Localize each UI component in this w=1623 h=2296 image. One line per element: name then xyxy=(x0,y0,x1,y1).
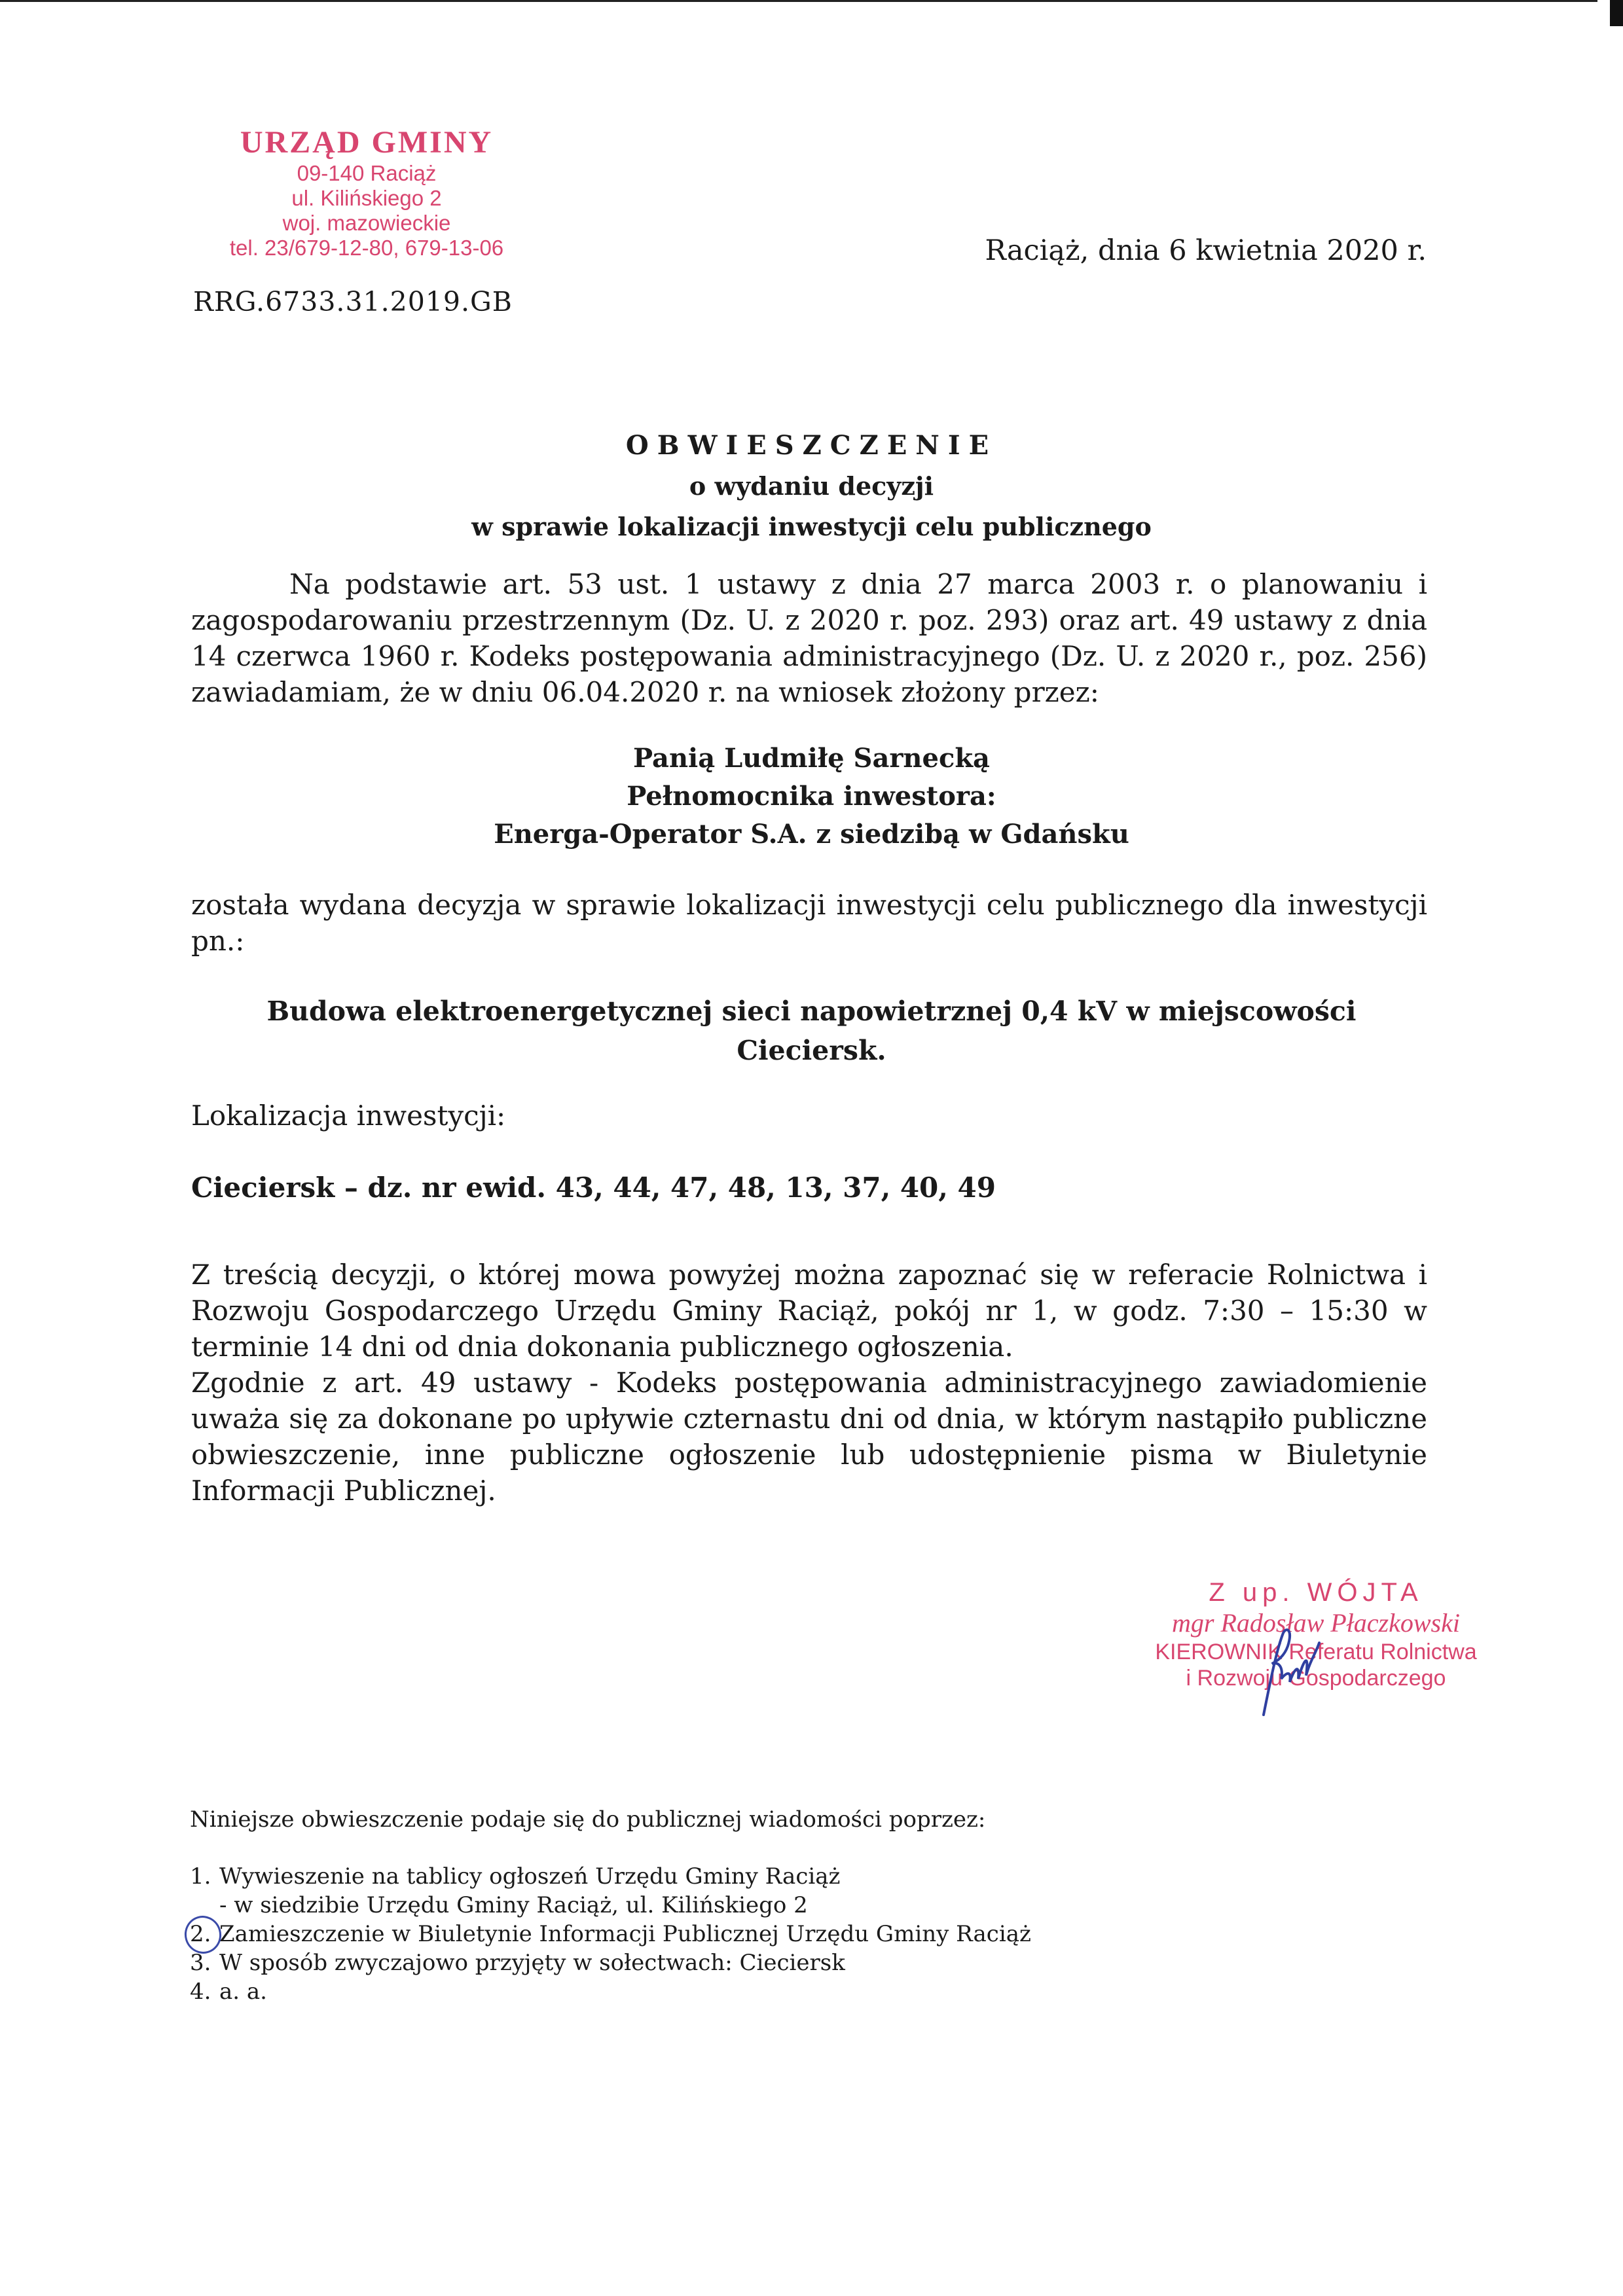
footer-intro: Niniejsze obwieszczenie podaje się do publicznej wiadomości poprzez: xyxy=(190,1806,986,1833)
applicant-block xyxy=(0,740,1623,853)
list-item xyxy=(190,1977,1031,2006)
paragraph-access: Z treścią decyzji, o której mowa powyżej można zapoznać się w referacie Rolnictwa i Rozwoju Gospodarczego Urzędu Gminy Raciąż, pokój nr 1, w godz. 7:30 – 15:30 w terminie 14 dni od dnia dokonania publicznego ogłoszenia. xyxy=(191,1259,1427,1363)
paragraph-notice: Zgodnie z art. 49 ustawy - Kodeks postępowania administracyjnego zawiadomienie uważa się za dokonane po upływie czternastu dni od dnia, w którym nastąpiło publiczne obwieszczenie, inne publiczne ogłoszenie lub udostępnienie pisma w Biuletynie Informacji Publicznej. xyxy=(191,1367,1427,1507)
document-subtitle-1: o wydaniu decyzji xyxy=(689,471,934,501)
signature-stamp-name: mgr Radosław Płaczkowski xyxy=(1172,1608,1460,1638)
handwritten-signature-icon xyxy=(1247,1623,1326,1721)
list-item xyxy=(190,1948,1031,1977)
signature-stamp-title: Z up. WÓJTA xyxy=(1209,1578,1423,1607)
signature-stamp-role-2: i Rozwoju Gospodarczego xyxy=(1186,1666,1446,1691)
scan-corner-mark xyxy=(1610,0,1623,26)
office-stamp xyxy=(203,124,530,260)
applicant-role: Pełnomocnika inwestora: xyxy=(627,781,996,812)
list-item-text: a. a. xyxy=(219,1979,267,2005)
date-line: Raciąż, dnia 6 kwietnia 2020 r. xyxy=(985,234,1427,267)
paragraph-legal-basis: Na podstawie art. 53 ust. 1 ustawy z dnia 27 marca 2003 r. o planowaniu i zagospodarowaniu przestrzennym (Dz. U. z 2020 r. poz. 293) oraz art. 49 ustawy z dnia 14 czerwca 1960 r. Kodeks postępowania administracyjnego (Dz. U. z 2020 r., poz. 256) zawiadamiam, że w dniu 06.04.2020 r. na wniosek złożony przez: xyxy=(191,568,1427,708)
list-item-number: 4. xyxy=(190,1979,211,2005)
scan-top-edge xyxy=(0,0,1597,2)
reference-number: RRG.6733.31.2019.GB xyxy=(193,286,513,317)
list-item-number: 2. xyxy=(190,1921,211,1947)
list-item xyxy=(190,1862,1031,1920)
investment-block xyxy=(0,992,1623,1070)
stamp-street: ul. Kilińskiego 2 xyxy=(291,186,442,210)
list-item-number: 3. xyxy=(190,1950,211,1976)
investment-place: Cieciersk. xyxy=(737,1035,886,1066)
applicant-name: Panią Ludmiłę Sarnecką xyxy=(633,743,990,774)
location-value: Cieciersk – dz. nr ewid. 43, 44, 47, 48, 13, 37, 40, 49 xyxy=(191,1172,996,1204)
stamp-phone: tel. 23/679-12-80, 679-13-06 xyxy=(229,236,504,260)
document-title: OBWIESZCZENIE xyxy=(625,430,998,461)
stamp-title: URZĄD GMINY xyxy=(240,125,494,160)
location-label: Lokalizacja inwestycji: xyxy=(191,1100,506,1132)
applicant-company: Energa-Operator S.A. z siedzibą w Gdańsku xyxy=(494,819,1129,850)
list-item-subline: - w siedzibie Urzędu Gminy Raciąż, ul. Kilińskiego 2 xyxy=(219,1892,808,1918)
stamp-region: woj. mazowieckie xyxy=(282,211,451,235)
list-item-text: Zamieszczenie w Biuletynie Informacji Publicznej Urzędu Gminy Raciąż xyxy=(219,1921,1031,1947)
document-subtitle-2: w sprawie lokalizacji inwestycji celu publicznego xyxy=(471,512,1152,541)
list-item-number: 1. xyxy=(190,1863,211,1890)
list-item-text: Wywieszenie na tablicy ogłoszeń Urzędu Gminy Raciąż xyxy=(219,1863,841,1890)
publication-methods-list xyxy=(190,1862,1031,2006)
document-header xyxy=(0,425,1623,547)
paragraph-decision: została wydana decyzja w sprawie lokalizacji inwestycji celu publicznego dla inwestycji pn.: xyxy=(191,889,1427,957)
signature-stamp-role-1: KIEROWNIK Referatu Rolnictwa xyxy=(1155,1640,1477,1664)
list-item xyxy=(190,1920,1031,1948)
list-item-text: W sposób zwyczajowo przyjęty w sołectwach: Cieciersk xyxy=(219,1950,845,1976)
stamp-postal: 09-140 Raciąż xyxy=(297,161,437,185)
investment-name: Budowa elektroenergetycznej sieci napowietrznej 0,4 kV w miejscowości xyxy=(266,996,1357,1027)
